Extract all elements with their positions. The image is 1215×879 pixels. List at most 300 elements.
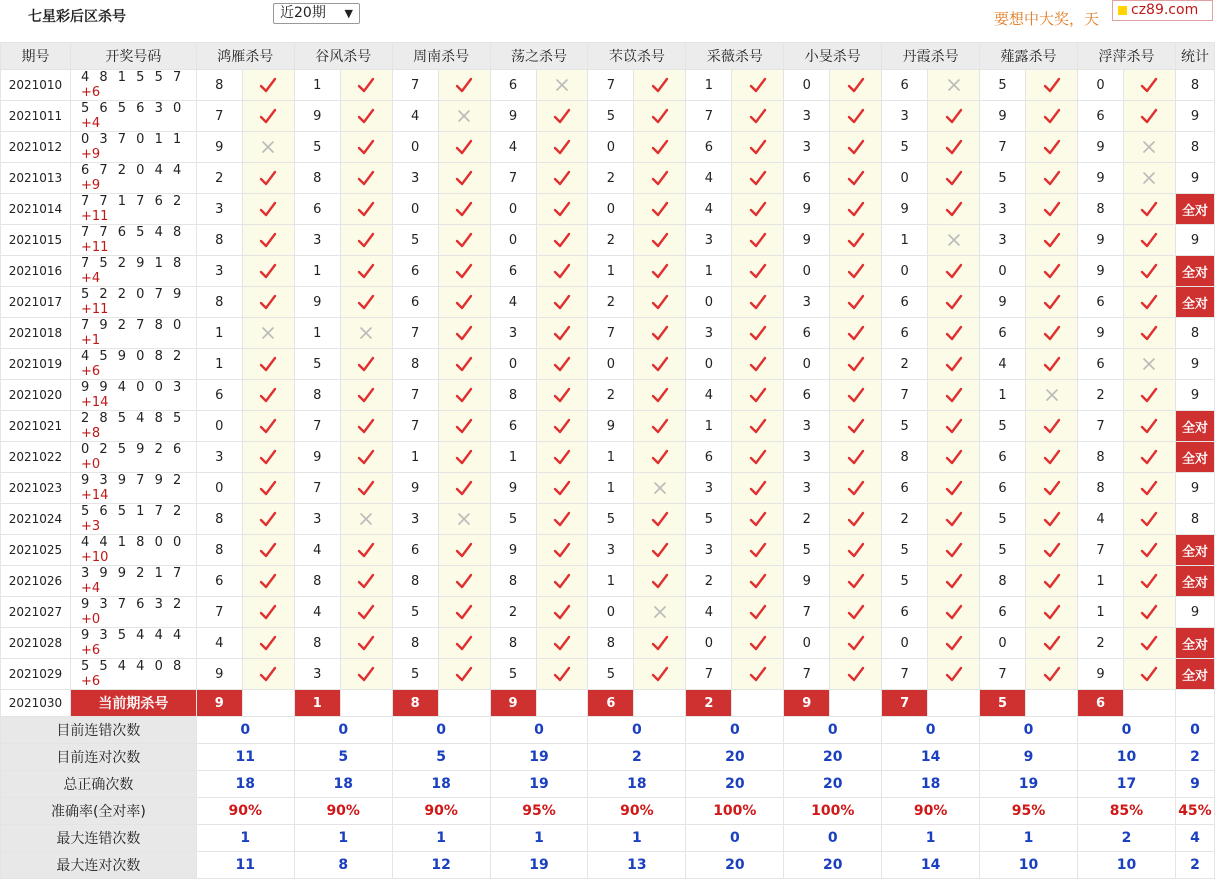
kill-value: 9 <box>294 287 340 318</box>
stat-cell: 9 <box>1175 163 1214 194</box>
check-icon <box>1140 541 1158 559</box>
kill-value: 6 <box>882 473 928 504</box>
check-icon <box>259 262 277 280</box>
check-icon <box>945 665 963 683</box>
kill-value: 4 <box>490 287 536 318</box>
kill-value: 0 <box>784 628 830 659</box>
kill-value: 5 <box>882 132 928 163</box>
result-correct <box>634 163 686 194</box>
back-number: +4 <box>80 116 101 131</box>
kill-value: 3 <box>686 318 732 349</box>
kill-value: 7 <box>196 597 242 628</box>
kill-value: 1 <box>1078 597 1124 628</box>
summary-row <box>1 744 1215 771</box>
draw-numbers-cell <box>70 132 196 163</box>
summary-value: 18 <box>588 771 686 798</box>
kill-value: 3 <box>686 225 732 256</box>
summary-value: 45% <box>1175 798 1214 825</box>
result-correct <box>242 473 294 504</box>
summary-row <box>1 717 1215 744</box>
check-icon <box>455 169 473 187</box>
kill-value: 2 <box>588 380 634 411</box>
check-icon <box>1140 386 1158 404</box>
column-header: 周南杀号 <box>392 43 490 70</box>
promo-text[interactable]: 要想中大奖，天 <box>994 10 1100 28</box>
result-correct <box>1123 101 1175 132</box>
result-correct <box>1123 225 1175 256</box>
check-icon <box>259 200 277 218</box>
kill-value: 0 <box>686 349 732 380</box>
result-correct <box>242 194 294 225</box>
check-icon <box>455 293 473 311</box>
kill-value: 5 <box>882 411 928 442</box>
kill-value: 6 <box>1078 287 1124 318</box>
result-correct <box>340 194 392 225</box>
result-correct <box>536 380 588 411</box>
check-icon <box>553 479 571 497</box>
result-correct <box>634 225 686 256</box>
summary-value: 9 <box>980 744 1078 771</box>
kill-value: 6 <box>784 380 830 411</box>
range-select[interactable] <box>273 3 360 24</box>
check-icon <box>1043 293 1061 311</box>
kill-value: 8 <box>196 504 242 535</box>
brand-logo[interactable] <box>1112 0 1213 21</box>
result-correct <box>438 380 490 411</box>
check-icon <box>1140 448 1158 466</box>
column-header: 统计 <box>1175 43 1214 70</box>
kill-value: 6 <box>686 442 732 473</box>
table-row <box>1 101 1215 132</box>
result-correct <box>1123 256 1175 287</box>
result-correct <box>634 318 686 349</box>
summary-value: 0 <box>784 717 882 744</box>
kill-value: 0 <box>686 628 732 659</box>
result-correct <box>634 132 686 163</box>
check-icon <box>357 107 375 125</box>
summary-value: 85% <box>1078 798 1176 825</box>
check-icon <box>945 448 963 466</box>
result-correct <box>1123 287 1175 318</box>
column-header: 采薇杀号 <box>686 43 784 70</box>
kill-value: 0 <box>196 411 242 442</box>
check-icon <box>259 107 277 125</box>
summary-value: 0 <box>882 717 980 744</box>
current-period-row <box>1 690 1215 717</box>
summary-value: 20 <box>784 744 882 771</box>
check-icon <box>357 169 375 187</box>
current-kill-number: 8 <box>392 690 438 717</box>
kill-value: 7 <box>784 659 830 690</box>
result-correct <box>634 628 686 659</box>
cross-icon <box>553 76 571 94</box>
kill-value: 0 <box>588 349 634 380</box>
check-icon <box>847 231 865 249</box>
current-kill-number: 6 <box>1078 690 1124 717</box>
result-correct <box>536 287 588 318</box>
check-icon <box>651 355 669 373</box>
result-correct <box>830 194 882 225</box>
back-number: +6 <box>80 643 101 658</box>
result-correct <box>1123 442 1175 473</box>
summary-value: 95% <box>980 798 1078 825</box>
result-correct <box>340 349 392 380</box>
kill-value: 1 <box>294 256 340 287</box>
period-cell: 2021028 <box>1 628 71 659</box>
cross-icon <box>455 107 473 125</box>
kill-value: 6 <box>392 287 438 318</box>
kill-value: 8 <box>1078 442 1124 473</box>
result-correct <box>438 597 490 628</box>
kill-value: 9 <box>490 535 536 566</box>
result-correct <box>1026 659 1078 690</box>
result-correct <box>1026 566 1078 597</box>
table-row <box>1 473 1215 504</box>
draw-numbers-cell <box>70 194 196 225</box>
result-wrong <box>928 225 980 256</box>
draw-numbers-cell <box>70 411 196 442</box>
result-correct <box>536 318 588 349</box>
check-icon <box>749 138 767 156</box>
kill-value: 4 <box>294 597 340 628</box>
draw-numbers-cell <box>70 225 196 256</box>
check-icon <box>749 479 767 497</box>
empty-cell <box>634 690 686 717</box>
result-correct <box>1123 380 1175 411</box>
check-icon <box>749 200 767 218</box>
summary-label: 目前连对次数 <box>1 744 197 771</box>
result-wrong <box>438 504 490 535</box>
check-icon <box>749 510 767 528</box>
summary-value: 2 <box>1175 852 1214 879</box>
stat-cell: 全对 <box>1175 194 1214 225</box>
result-wrong <box>1123 132 1175 163</box>
empty-cell <box>1123 690 1175 717</box>
empty-cell <box>438 690 490 717</box>
check-icon <box>847 572 865 590</box>
kill-value: 6 <box>882 70 928 101</box>
result-correct <box>732 225 784 256</box>
result-correct <box>732 101 784 132</box>
back-number: +11 <box>80 209 109 224</box>
check-icon <box>1140 293 1158 311</box>
kill-value: 1 <box>882 225 928 256</box>
kill-value: 8 <box>490 628 536 659</box>
result-correct <box>732 504 784 535</box>
result-correct <box>438 628 490 659</box>
summary-value: 9 <box>1175 771 1214 798</box>
check-icon <box>651 665 669 683</box>
back-number: +10 <box>80 550 109 565</box>
check-icon <box>1140 603 1158 621</box>
check-icon <box>847 355 865 373</box>
result-wrong <box>1123 349 1175 380</box>
cross-icon <box>651 479 669 497</box>
kill-value: 1 <box>686 256 732 287</box>
result-correct <box>928 442 980 473</box>
result-correct <box>732 659 784 690</box>
period-cell: 2021016 <box>1 256 71 287</box>
kill-value: 3 <box>294 225 340 256</box>
cross-icon <box>259 138 277 156</box>
stat-cell: 9 <box>1175 101 1214 132</box>
draw-numbers-cell <box>70 380 196 411</box>
check-icon <box>259 634 277 652</box>
current-kill-number: 9 <box>490 690 536 717</box>
kill-value: 9 <box>588 411 634 442</box>
kill-value: 5 <box>588 101 634 132</box>
kill-value: 2 <box>490 597 536 628</box>
check-icon <box>749 324 767 342</box>
check-icon <box>455 386 473 404</box>
check-icon <box>847 107 865 125</box>
result-correct <box>732 287 784 318</box>
check-icon <box>945 386 963 404</box>
check-icon <box>945 169 963 187</box>
summary-value: 1 <box>490 825 588 852</box>
result-correct <box>928 318 980 349</box>
result-correct <box>732 566 784 597</box>
current-kill-number: 9 <box>784 690 830 717</box>
check-icon <box>455 572 473 590</box>
kill-value: 9 <box>490 101 536 132</box>
kill-value: 6 <box>784 318 830 349</box>
check-icon <box>1043 355 1061 373</box>
result-correct <box>1123 597 1175 628</box>
result-correct <box>340 411 392 442</box>
kill-value: 4 <box>686 163 732 194</box>
table-row <box>1 566 1215 597</box>
summary-value: 19 <box>490 771 588 798</box>
kill-value: 6 <box>490 256 536 287</box>
check-icon <box>847 510 865 528</box>
current-kill-number: 7 <box>882 690 928 717</box>
kill-value: 8 <box>392 349 438 380</box>
back-number: +8 <box>80 426 101 441</box>
kill-value: 1 <box>392 442 438 473</box>
result-correct <box>634 287 686 318</box>
kill-value: 0 <box>882 256 928 287</box>
result-correct <box>1123 566 1175 597</box>
kill-value: 5 <box>392 659 438 690</box>
empty-cell <box>536 690 588 717</box>
result-correct <box>928 473 980 504</box>
period-cell: 2021013 <box>1 163 71 194</box>
check-icon <box>357 262 375 280</box>
result-correct <box>536 597 588 628</box>
check-icon <box>259 76 277 94</box>
result-correct <box>830 256 882 287</box>
check-icon <box>259 510 277 528</box>
result-correct <box>732 535 784 566</box>
check-icon <box>651 200 669 218</box>
kill-value: 4 <box>686 597 732 628</box>
summary-label: 最大连错次数 <box>1 825 197 852</box>
kill-value: 1 <box>588 473 634 504</box>
kill-value: 4 <box>196 628 242 659</box>
check-icon <box>1043 603 1061 621</box>
table-row <box>1 411 1215 442</box>
result-correct <box>242 628 294 659</box>
kill-value: 6 <box>196 380 242 411</box>
check-icon <box>357 448 375 466</box>
back-number: +11 <box>80 302 109 317</box>
kill-value: 0 <box>882 163 928 194</box>
result-correct <box>340 442 392 473</box>
kill-value: 8 <box>294 566 340 597</box>
result-correct <box>536 442 588 473</box>
draw-numbers: 5 6 5 6 3 0 <box>80 101 185 116</box>
check-icon <box>1140 417 1158 435</box>
result-correct <box>242 101 294 132</box>
result-correct <box>340 101 392 132</box>
summary-value: 100% <box>686 798 784 825</box>
kill-value: 9 <box>1078 318 1124 349</box>
result-correct <box>438 132 490 163</box>
result-correct <box>634 535 686 566</box>
check-icon <box>945 138 963 156</box>
check-icon <box>847 293 865 311</box>
summary-value: 0 <box>686 825 784 852</box>
check-icon <box>749 572 767 590</box>
draw-numbers: 3 9 9 2 1 7 <box>80 566 185 581</box>
result-correct <box>830 597 882 628</box>
result-correct <box>1026 287 1078 318</box>
check-icon <box>945 634 963 652</box>
check-icon <box>1043 324 1061 342</box>
kill-value: 3 <box>294 659 340 690</box>
stat-cell: 9 <box>1175 225 1214 256</box>
kill-value: 6 <box>980 597 1026 628</box>
kill-value: 9 <box>980 101 1026 132</box>
result-correct <box>340 473 392 504</box>
summary-value: 0 <box>490 717 588 744</box>
kill-value: 9 <box>1078 659 1124 690</box>
result-correct <box>242 287 294 318</box>
kill-value: 5 <box>882 535 928 566</box>
empty-cell <box>242 690 294 717</box>
check-icon <box>749 355 767 373</box>
column-header: 芣苡杀号 <box>588 43 686 70</box>
result-correct <box>732 194 784 225</box>
check-icon <box>945 355 963 373</box>
result-correct <box>830 101 882 132</box>
check-icon <box>749 603 767 621</box>
summary-label: 最大连对次数 <box>1 852 197 879</box>
result-correct <box>928 163 980 194</box>
kill-value: 8 <box>294 380 340 411</box>
cross-icon <box>259 324 277 342</box>
kill-value: 7 <box>392 318 438 349</box>
draw-numbers: 9 3 5 4 4 4 <box>80 628 185 643</box>
back-number: +6 <box>80 674 101 689</box>
kill-value: 1 <box>294 318 340 349</box>
check-icon <box>749 293 767 311</box>
kill-value: 0 <box>392 132 438 163</box>
kill-value: 9 <box>980 287 1026 318</box>
column-header: 丹霞杀号 <box>882 43 980 70</box>
current-kill-number: 5 <box>980 690 1026 717</box>
summary-value: 1 <box>882 825 980 852</box>
kill-value: 6 <box>882 318 928 349</box>
kill-value: 8 <box>294 163 340 194</box>
check-icon <box>651 510 669 528</box>
check-icon <box>357 231 375 249</box>
kill-value: 3 <box>882 101 928 132</box>
period-cell: 2021019 <box>1 349 71 380</box>
column-header: 小旻杀号 <box>784 43 882 70</box>
result-correct <box>438 256 490 287</box>
summary-value: 14 <box>882 852 980 879</box>
check-icon <box>357 417 375 435</box>
kill-value: 1 <box>980 380 1026 411</box>
period-cell: 2021010 <box>1 70 71 101</box>
summary-value: 90% <box>294 798 392 825</box>
check-icon <box>651 541 669 559</box>
chevron-down-icon: ▼ <box>344 7 353 20</box>
result-correct <box>438 535 490 566</box>
summary-value: 14 <box>882 744 980 771</box>
kill-value: 3 <box>784 442 830 473</box>
column-header: 薤露杀号 <box>980 43 1078 70</box>
kill-value: 5 <box>980 70 1026 101</box>
kill-value: 7 <box>686 101 732 132</box>
result-correct <box>732 318 784 349</box>
period-cell: 2021014 <box>1 194 71 225</box>
kill-value: 6 <box>490 70 536 101</box>
check-icon <box>259 293 277 311</box>
check-icon <box>553 417 571 435</box>
result-correct <box>1123 318 1175 349</box>
draw-numbers-cell <box>70 597 196 628</box>
summary-value: 5 <box>294 744 392 771</box>
result-wrong <box>634 473 686 504</box>
stat-cell: 8 <box>1175 132 1214 163</box>
result-correct <box>536 256 588 287</box>
draw-numbers: 5 5 4 4 0 8 <box>80 659 185 674</box>
kill-value: 1 <box>1078 566 1124 597</box>
kill-value: 9 <box>196 659 242 690</box>
kill-value: 5 <box>392 597 438 628</box>
result-wrong <box>1123 163 1175 194</box>
kill-value: 5 <box>980 535 1026 566</box>
result-correct <box>536 411 588 442</box>
result-correct <box>1026 225 1078 256</box>
check-icon <box>1043 665 1061 683</box>
cross-icon <box>651 603 669 621</box>
back-number: +11 <box>80 240 109 255</box>
draw-numbers-cell <box>70 287 196 318</box>
result-correct <box>928 504 980 535</box>
stat-cell: 9 <box>1175 380 1214 411</box>
period-cell: 2021026 <box>1 566 71 597</box>
draw-numbers: 4 5 9 0 8 2 <box>80 349 185 364</box>
kill-value: 3 <box>686 535 732 566</box>
kill-value: 5 <box>686 504 732 535</box>
summary-value: 1 <box>980 825 1078 852</box>
check-icon <box>847 262 865 280</box>
kill-value: 0 <box>784 349 830 380</box>
period-cell: 2021021 <box>1 411 71 442</box>
check-icon <box>455 355 473 373</box>
summary-value: 19 <box>980 771 1078 798</box>
check-icon <box>847 324 865 342</box>
back-number: +0 <box>80 457 101 472</box>
result-correct <box>340 132 392 163</box>
result-correct <box>830 504 882 535</box>
check-icon <box>455 634 473 652</box>
stat-cell: 全对 <box>1175 628 1214 659</box>
